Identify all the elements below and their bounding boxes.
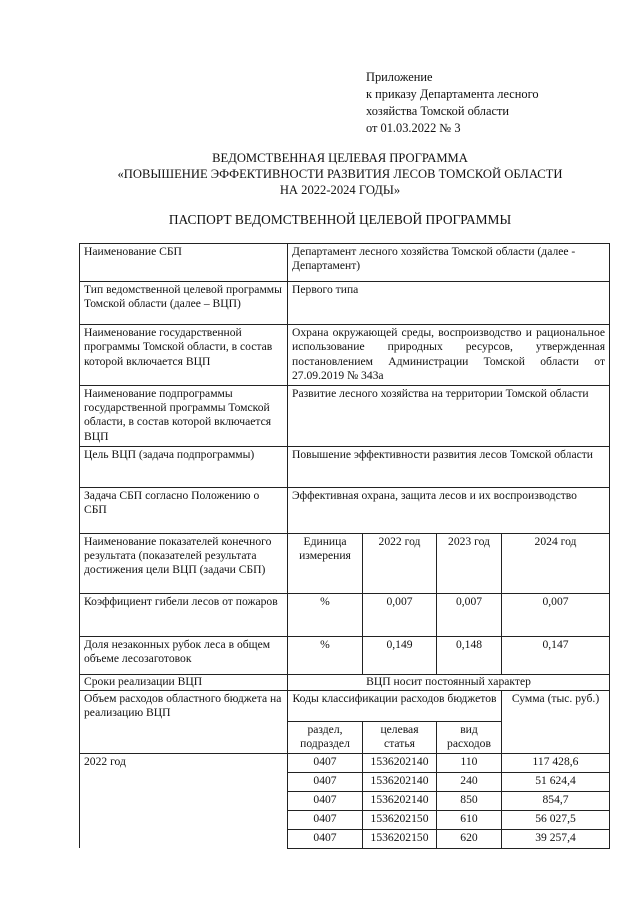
row-label: Наименование СБП: [80, 244, 288, 282]
row-value: Первого типа: [288, 282, 610, 325]
row-value: Развитие лесного хозяйства на территории Томской области: [288, 385, 610, 446]
appendix-line: к приказу Департамента лесного: [366, 87, 539, 101]
table-row: [80, 325, 610, 386]
budget-section: 0407: [288, 829, 363, 848]
budget-sum: 117 428,6: [502, 753, 610, 772]
budget-kind: 110: [437, 753, 502, 772]
row-label: Наименование государственной программы Томской области, в состав которой включается ВЦП: [80, 325, 288, 386]
row-value: Департамент лесного хозяйства Томской области (далее - Департамент): [288, 244, 610, 282]
budget-section: 0407: [288, 753, 363, 772]
table-row: [80, 385, 610, 446]
indicator-value: 0,007: [363, 593, 437, 636]
appendix-line: Приложение: [366, 70, 433, 84]
passport-heading: ПАСПОРТ ВЕДОМСТВЕННОЙ ЦЕЛЕВОЙ ПРОГРАММЫ: [168, 212, 512, 227]
budget-section: 0407: [288, 791, 363, 810]
budget-article: 1536202150: [363, 810, 437, 829]
col-article-header: целевая статья: [363, 721, 437, 753]
budget-section: 0407: [288, 810, 363, 829]
budget-sum: 854,7: [502, 791, 610, 810]
indicator-unit: %: [288, 593, 363, 636]
program-title-line: ВЕДОМСТВЕННАЯ ЦЕЛЕВАЯ ПРОГРАММА: [212, 151, 468, 165]
sum-header: Сумма (тыс. руб.): [502, 690, 610, 753]
budget-kind: 620: [437, 829, 502, 848]
row-label: Задача СБП согласно Положению о СБП: [80, 487, 288, 533]
col-kind-header: вид расходов: [437, 721, 502, 753]
table-row: [80, 636, 610, 674]
row-label: Цель ВЦП (задача подпрограммы): [80, 446, 288, 487]
appendix-block: [366, 69, 539, 137]
budget-sum: 56 027,5: [502, 810, 610, 829]
budget-sum: 39 257,4: [502, 829, 610, 848]
row-value: Повышение эффективности развития лесов Томской области: [288, 446, 610, 487]
indicator-value: 0,148: [437, 636, 502, 674]
indicator-value: 0,147: [502, 636, 610, 674]
row-value: Эффективная охрана, защита лесов и их воспроизводство: [288, 487, 610, 533]
col-section-header: раздел, подраздел: [288, 721, 363, 753]
row-label: Тип ведомственной целевой программы Томской области (далее – ВЦП): [80, 282, 288, 325]
row-label: Наименование подпрограммы государственной программы Томской области, в состав которой включается ВЦП: [80, 385, 288, 446]
unit-header: Единица измерения: [288, 533, 363, 593]
budget-sum: 51 624,4: [502, 772, 610, 791]
appendix-line: хозяйства Томской области: [366, 104, 510, 118]
appendix-line: от 01.03.2022 № 3: [366, 121, 461, 135]
row-value: Охрана окружающей среды, воспроизводство и рациональное использование природных ресурсов, утвержденная постановлением Администрации Томской области от 27.09.2019 № 343а: [288, 325, 610, 386]
table-row: [80, 487, 610, 533]
row-value: ВЦП носит постоянный характер: [288, 674, 610, 690]
budget-article: 1536202140: [363, 772, 437, 791]
program-title: [60, 150, 620, 198]
table-row: [80, 244, 610, 282]
program-title-line: НА 2022-2024 ГОДЫ»: [279, 183, 401, 197]
budget-article: 1536202140: [363, 753, 437, 772]
indicator-value: 0,149: [363, 636, 437, 674]
year-header: 2023 год: [437, 533, 502, 593]
program-title-line: «ПОВЫШЕНИЕ ЭФФЕКТИВНОСТИ РАЗВИТИЯ ЛЕСОВ ТОМСКОЙ ОБЛАСТИ: [117, 167, 563, 181]
budget-section: 0407: [288, 772, 363, 791]
indicator-value: 0,007: [502, 593, 610, 636]
budget-article: 1536202140: [363, 791, 437, 810]
codes-header: Коды классификации расходов бюджетов: [288, 690, 502, 721]
budget-label: Объем расходов областного бюджета на реализацию ВЦП: [80, 690, 288, 753]
table-row: [80, 282, 610, 325]
indicator-value: 0,007: [437, 593, 502, 636]
indicator-unit: %: [288, 636, 363, 674]
budget-kind: 610: [437, 810, 502, 829]
table-row: [80, 533, 610, 593]
budget-kind: 240: [437, 772, 502, 791]
table-row: [80, 674, 610, 690]
table-row: [80, 593, 610, 636]
table-row: [80, 690, 610, 721]
indicators-label: Наименование показателей конечного результата (показателей результата достижения цели ВЦП (задачи СБП): [80, 533, 288, 593]
budget-article: 1536202150: [363, 829, 437, 848]
budget-row: [80, 753, 610, 772]
passport-table: [79, 243, 610, 849]
year-header: 2024 год: [502, 533, 610, 593]
budget-year: 2022 год: [80, 753, 288, 848]
indicator-name: Доля незаконных рубок леса в общем объеме лесозаготовок: [80, 636, 288, 674]
row-label: Сроки реализации ВЦП: [80, 674, 288, 690]
table-row: [80, 446, 610, 487]
indicator-name: Коэффициент гибели лесов от пожаров: [80, 593, 288, 636]
year-header: 2022 год: [363, 533, 437, 593]
budget-kind: 850: [437, 791, 502, 810]
